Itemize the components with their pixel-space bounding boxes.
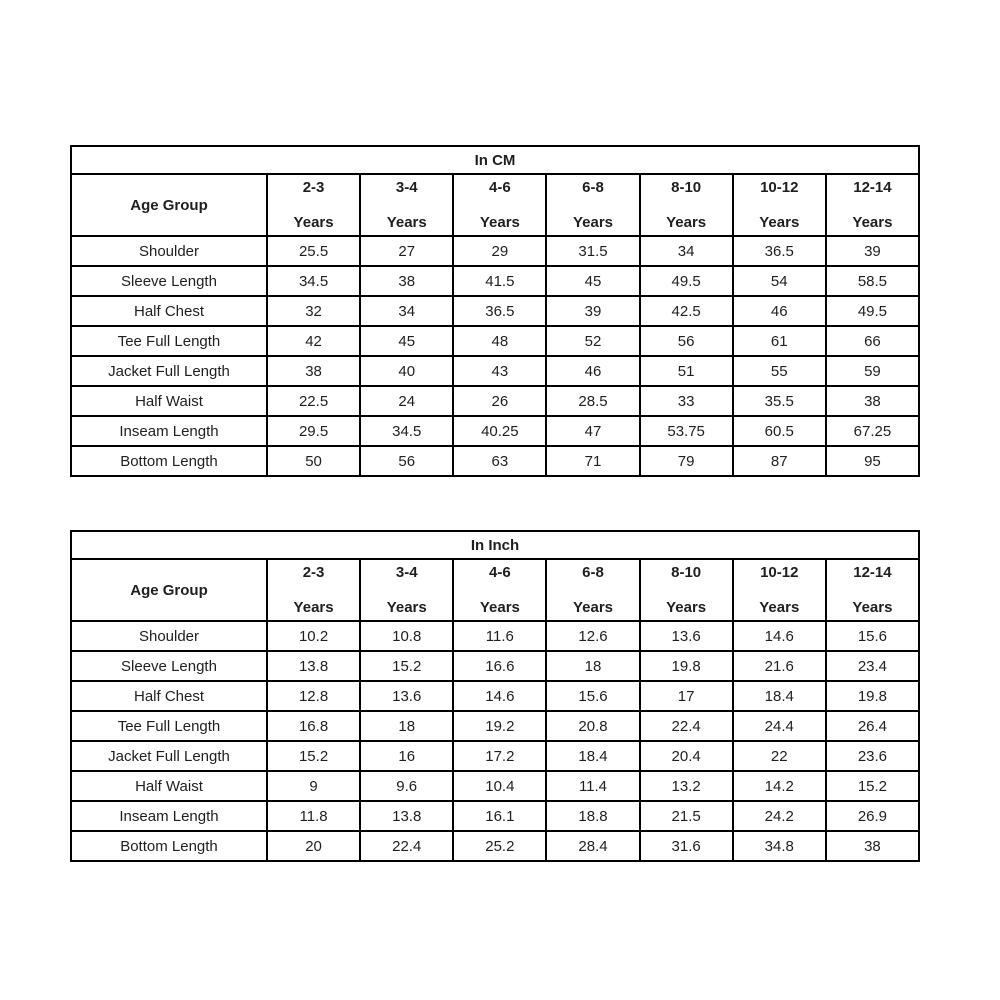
cell-value: 11.4: [546, 771, 639, 801]
cell-value: 15.2: [360, 651, 453, 681]
cell-value: 56: [640, 326, 733, 356]
cell-value: 14.6: [453, 681, 546, 711]
cell-value: 51: [640, 356, 733, 386]
table-row: [71, 296, 919, 326]
column-header-unit: Years: [852, 598, 893, 616]
cell-value: 9: [267, 771, 360, 801]
cell-value: 17.2: [453, 741, 546, 771]
cell-value: 22.4: [640, 711, 733, 741]
size-table-cm: [70, 145, 920, 477]
cell-value: 54: [733, 266, 826, 296]
cell-value: 35.5: [733, 386, 826, 416]
cell-value: 20.4: [640, 741, 733, 771]
table-header-row: [71, 174, 919, 236]
cell-value: 55: [733, 356, 826, 386]
column-header-stack: [641, 176, 732, 235]
table-row: [71, 326, 919, 356]
column-header-range: 12-14: [853, 563, 892, 581]
cell-value: 43: [453, 356, 546, 386]
cell-value: 16.6: [453, 651, 546, 681]
cell-value: 18.4: [733, 681, 826, 711]
cell-value: 31.6: [640, 831, 733, 861]
cell-value: 11.6: [453, 621, 546, 651]
cell-value: 14.2: [733, 771, 826, 801]
cell-value: 34: [360, 296, 453, 326]
cell-value: 63: [453, 446, 546, 476]
column-header-unit: Years: [386, 598, 427, 616]
cell-value: 28.4: [546, 831, 639, 861]
column-header-range: 10-12: [760, 563, 799, 581]
cell-value: 9.6: [360, 771, 453, 801]
row-label: Inseam Length: [71, 416, 267, 446]
cell-value: 13.6: [360, 681, 453, 711]
column-header-unit: Years: [479, 213, 520, 231]
cell-value: 25.2: [453, 831, 546, 861]
column-header: [826, 174, 919, 236]
cell-value: 16: [360, 741, 453, 771]
table-title-row: [71, 146, 919, 174]
cell-value: 34.8: [733, 831, 826, 861]
cell-value: 49.5: [640, 266, 733, 296]
cell-value: 41.5: [453, 266, 546, 296]
column-header-unit: Years: [759, 598, 800, 616]
cell-value: 47: [546, 416, 639, 446]
column-header-range: 8-10: [671, 178, 702, 196]
cell-value: 39: [546, 296, 639, 326]
column-header-stack: [361, 561, 452, 620]
row-label: Sleeve Length: [71, 266, 267, 296]
cell-value: 20: [267, 831, 360, 861]
cell-value: 13.8: [267, 651, 360, 681]
cell-value: 53.75: [640, 416, 733, 446]
table-row: [71, 446, 919, 476]
cell-value: 34.5: [360, 416, 453, 446]
cell-value: 38: [826, 831, 919, 861]
column-header-range: 3-4: [395, 563, 418, 581]
column-header-unit: Years: [572, 213, 614, 231]
cell-value: 24.4: [733, 711, 826, 741]
cell-value: 22.5: [267, 386, 360, 416]
cell-value: 21.6: [733, 651, 826, 681]
column-header-range: 8-10: [671, 563, 702, 581]
column-header-range: 6-8: [582, 563, 604, 581]
table-title: In CM: [71, 146, 919, 174]
column-header-range: 6-8: [582, 178, 604, 196]
cell-value: 79: [640, 446, 733, 476]
column-header-stack: [641, 561, 732, 620]
column-header-stack: [268, 561, 359, 620]
cell-value: 16.1: [453, 801, 546, 831]
cell-value: 31.5: [546, 236, 639, 266]
cell-value: 24.2: [733, 801, 826, 831]
cell-value: 46: [546, 356, 639, 386]
cell-value: 19.2: [453, 711, 546, 741]
cell-value: 38: [826, 386, 919, 416]
column-header-unit: Years: [666, 598, 707, 616]
cell-value: 11.8: [267, 801, 360, 831]
cell-value: 56: [360, 446, 453, 476]
cell-value: 10.4: [453, 771, 546, 801]
cell-value: 16.8: [267, 711, 360, 741]
cell-value: 32: [267, 296, 360, 326]
cell-value: 36.5: [453, 296, 546, 326]
cell-value: 27: [360, 236, 453, 266]
row-label: Jacket Full Length: [71, 741, 267, 771]
column-header-stack: [268, 176, 359, 235]
column-header-stack: [734, 176, 825, 235]
cell-value: 33: [640, 386, 733, 416]
cell-value: 19.8: [826, 681, 919, 711]
cell-value: 58.5: [826, 266, 919, 296]
cell-value: 36.5: [733, 236, 826, 266]
table-row: [71, 711, 919, 741]
cell-value: 29.5: [267, 416, 360, 446]
cell-value: 18.4: [546, 741, 639, 771]
cell-value: 17: [640, 681, 733, 711]
cell-value: 26.4: [826, 711, 919, 741]
table-row: [71, 801, 919, 831]
column-header-range: 4-6: [489, 178, 511, 196]
column-header: [267, 559, 360, 621]
cell-value: 48: [453, 326, 546, 356]
cell-value: 18.8: [546, 801, 639, 831]
column-header: [360, 174, 453, 236]
table-row: [71, 386, 919, 416]
column-header-range: 3-4: [395, 178, 418, 196]
column-header-stack: [547, 176, 638, 235]
row-label: Tee Full Length: [71, 711, 267, 741]
column-header: [640, 559, 733, 621]
column-header-unit: Years: [852, 213, 893, 231]
cell-value: 18: [360, 711, 453, 741]
column-header-stack: [454, 561, 545, 620]
column-header: [453, 559, 546, 621]
table-title: In Inch: [71, 531, 919, 559]
column-header-stack: [734, 561, 825, 620]
cell-value: 15.6: [546, 681, 639, 711]
table-row: [71, 236, 919, 266]
cell-value: 24: [360, 386, 453, 416]
column-header-range: 10-12: [760, 178, 799, 196]
column-header-unit: Years: [386, 213, 427, 231]
table-title-row: [71, 531, 919, 559]
cell-value: 25.5: [267, 236, 360, 266]
row-label: Inseam Length: [71, 801, 267, 831]
row-label: Tee Full Length: [71, 326, 267, 356]
row-label: Half Chest: [71, 296, 267, 326]
column-header: [360, 559, 453, 621]
table-row: [71, 831, 919, 861]
cell-value: 23.4: [826, 651, 919, 681]
cell-value: 60.5: [733, 416, 826, 446]
cell-value: 66: [826, 326, 919, 356]
cell-value: 46: [733, 296, 826, 326]
cell-value: 12.6: [546, 621, 639, 651]
cell-value: 45: [360, 326, 453, 356]
column-header: [733, 174, 826, 236]
column-header-range: 12-14: [853, 178, 892, 196]
cell-value: 49.5: [826, 296, 919, 326]
column-header-unit: Years: [759, 213, 800, 231]
cell-value: 40: [360, 356, 453, 386]
cell-value: 87: [733, 446, 826, 476]
cell-value: 39: [826, 236, 919, 266]
cell-value: 19.8: [640, 651, 733, 681]
column-header: [267, 174, 360, 236]
table-row: [71, 356, 919, 386]
cell-value: 38: [360, 266, 453, 296]
column-header-unit: Years: [572, 598, 614, 616]
cell-value: 50: [267, 446, 360, 476]
row-label: Sleeve Length: [71, 651, 267, 681]
cell-value: 23.6: [826, 741, 919, 771]
cell-value: 45: [546, 266, 639, 296]
column-header-range: 2-3: [302, 178, 325, 196]
column-header: [453, 174, 546, 236]
cell-value: 26: [453, 386, 546, 416]
row-label: Half Waist: [71, 771, 267, 801]
cell-value: 13.6: [640, 621, 733, 651]
column-header-unit: Years: [293, 213, 334, 231]
table-row: [71, 621, 919, 651]
cell-value: 71: [546, 446, 639, 476]
row-label: Shoulder: [71, 236, 267, 266]
cell-value: 22: [733, 741, 826, 771]
cell-value: 95: [826, 446, 919, 476]
cell-value: 40.25: [453, 416, 546, 446]
column-header-stack: [454, 176, 545, 235]
cell-value: 67.25: [826, 416, 919, 446]
cell-value: 15.2: [267, 741, 360, 771]
cell-value: 15.6: [826, 621, 919, 651]
column-header: [733, 559, 826, 621]
column-header-range: 2-3: [302, 563, 325, 581]
column-header-unit: Years: [666, 213, 707, 231]
cell-value: 13.8: [360, 801, 453, 831]
cell-value: 13.2: [640, 771, 733, 801]
table-header-row: [71, 559, 919, 621]
column-header: [546, 174, 639, 236]
row-label: Bottom Length: [71, 446, 267, 476]
column-header: [640, 174, 733, 236]
table-row: [71, 681, 919, 711]
table-row: [71, 416, 919, 446]
cell-value: 61: [733, 326, 826, 356]
table-row: [71, 741, 919, 771]
cell-value: 15.2: [826, 771, 919, 801]
size-table-inch: [70, 530, 920, 862]
row-label: Half Waist: [71, 386, 267, 416]
table-row: [71, 651, 919, 681]
cell-value: 42: [267, 326, 360, 356]
cell-value: 52: [546, 326, 639, 356]
cell-value: 34: [640, 236, 733, 266]
cell-value: 26.9: [826, 801, 919, 831]
column-header: [826, 559, 919, 621]
row-label: Half Chest: [71, 681, 267, 711]
cell-value: 22.4: [360, 831, 453, 861]
cell-value: 29: [453, 236, 546, 266]
table-row: [71, 771, 919, 801]
column-header-unit: Years: [479, 598, 520, 616]
cell-value: 20.8: [546, 711, 639, 741]
column-header-stack: [827, 561, 918, 620]
cell-value: 38: [267, 356, 360, 386]
cell-value: 28.5: [546, 386, 639, 416]
column-header-stack: [547, 561, 638, 620]
cell-value: 10.2: [267, 621, 360, 651]
cell-value: 42.5: [640, 296, 733, 326]
column-header-range: 4-6: [489, 563, 511, 581]
table-row: [71, 266, 919, 296]
cell-value: 59: [826, 356, 919, 386]
row-label: Jacket Full Length: [71, 356, 267, 386]
cell-value: 12.8: [267, 681, 360, 711]
cell-value: 21.5: [640, 801, 733, 831]
row-label: Shoulder: [71, 621, 267, 651]
age-group-header: Age Group: [71, 559, 267, 621]
row-label: Bottom Length: [71, 831, 267, 861]
column-header-stack: [361, 176, 452, 235]
column-header: [546, 559, 639, 621]
column-header-stack: [827, 176, 918, 235]
age-group-header: Age Group: [71, 174, 267, 236]
column-header-unit: Years: [293, 598, 334, 616]
cell-value: 18: [546, 651, 639, 681]
cell-value: 34.5: [267, 266, 360, 296]
cell-value: 14.6: [733, 621, 826, 651]
cell-value: 10.8: [360, 621, 453, 651]
